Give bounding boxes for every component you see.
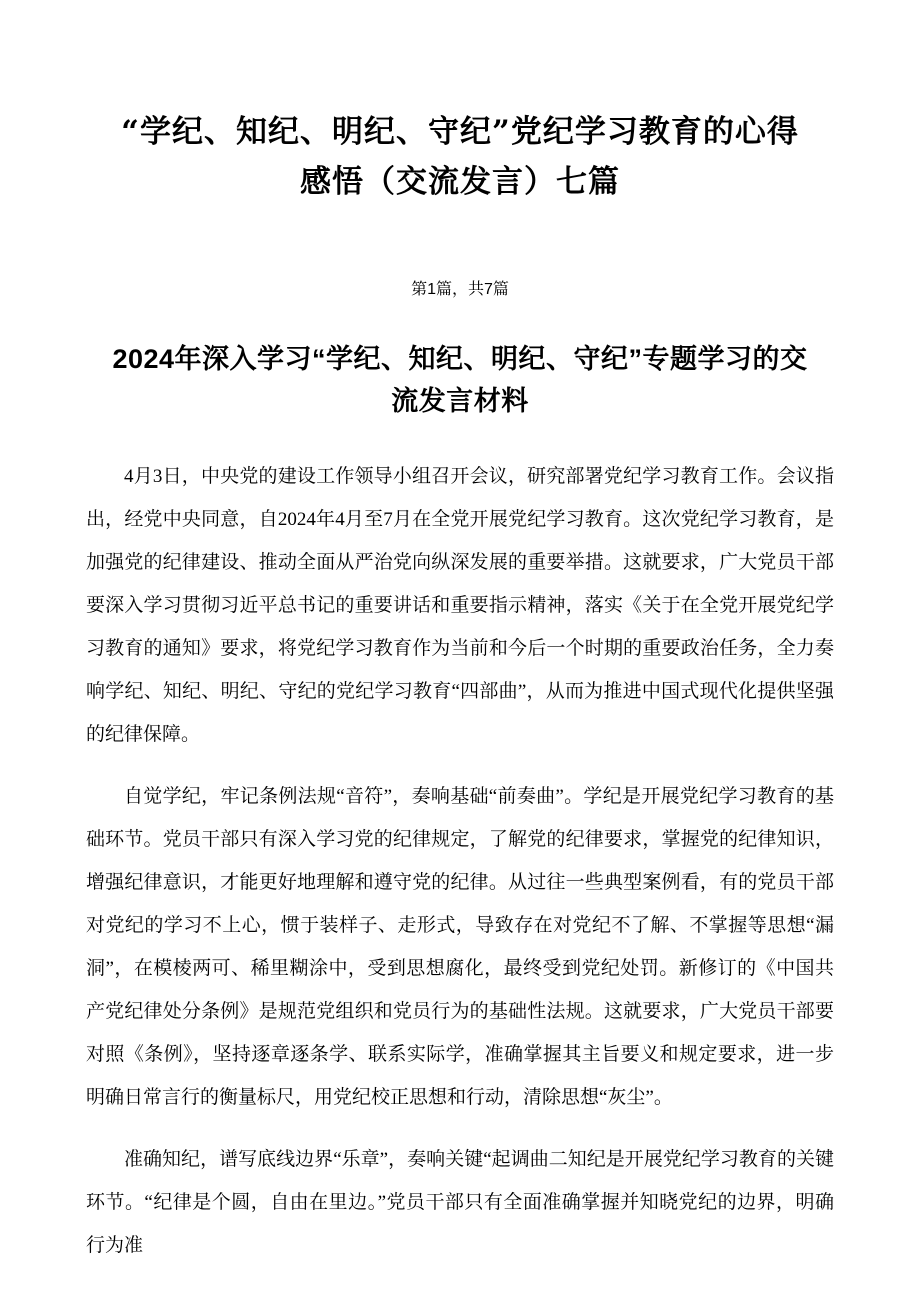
section-heading: 2024年深入学习“学纪、知纪、明纪、守纪”专题学习的交流发言材料 [112, 344, 808, 417]
body-paragraph: 自觉学纪，牢记条例法规“音符”，奏响基础“前奏曲”。学纪是开展党纪学习教育的基础环节。党员干部只有深入学习党的纪律规定，了解党的纪律要求，掌握党的纪律知识，增强纪律意识，才能更好地理解和遵守党的纪律。从过往一些典型案例看，有的党员干部对党纪的学习不上心，惯于装样子、走形式，导致存在对党纪不了解、不掌握等思想“漏洞”，在模棱两可、稀里糊涂中，受到思想腐化，最终受到党纪处罚。新修订的《中国共产党纪律处分条例》是规范党组织和党员行为的基础性法规。这就要求，广大党员干部要对照《条例》，坚持逐章逐条学、联系实际学，准确掌握其主旨要义和规定要求，进一步明确日常言行的衡量标尺，用党纪校正思想和行动，清除思想“灰尘”。 [86, 785, 834, 1108]
document-body [86, 455, 834, 1267]
body-paragraph: 准确知纪，谱写底线边界“乐章”，奏响关键“起调曲二知纪是开展党纪学习教育的关键环节。“纪律是个圆，自由在里边。”党员干部只有全面准确掌握并知晓党纪的边界，明确行为准 [86, 1148, 834, 1256]
document-title: “学纪、知纪、明纪、守纪”党纪学习教育的心得感悟（交流发言）七篇 [121, 114, 799, 200]
body-paragraph: 4月3日，中央党的建设工作领导小组召开会议，研究部署党纪学习教育工作。会议指出，经党中央同意，自2024年4月至7月在全党开展党纪学习教育。这次党纪学习教育，是加强党的纪律建设、推动全面从严治党向纵深发展的重要举措。这就要求，广大党员干部要深入学习贯彻习近平总书记的重要讲话和重要指示精神，落实《关于在全党开展党纪学习教育的通知》要求，将党纪学习教育作为当前和今后一个时期的重要政治任务，全力奏响学纪、知纪、明纪、守纪的党纪学习教育“四部曲”，从而为推进中国式现代化提供坚强的纪律保障。 [86, 465, 834, 745]
part-indicator: 第1篇，共7篇 [411, 281, 509, 299]
